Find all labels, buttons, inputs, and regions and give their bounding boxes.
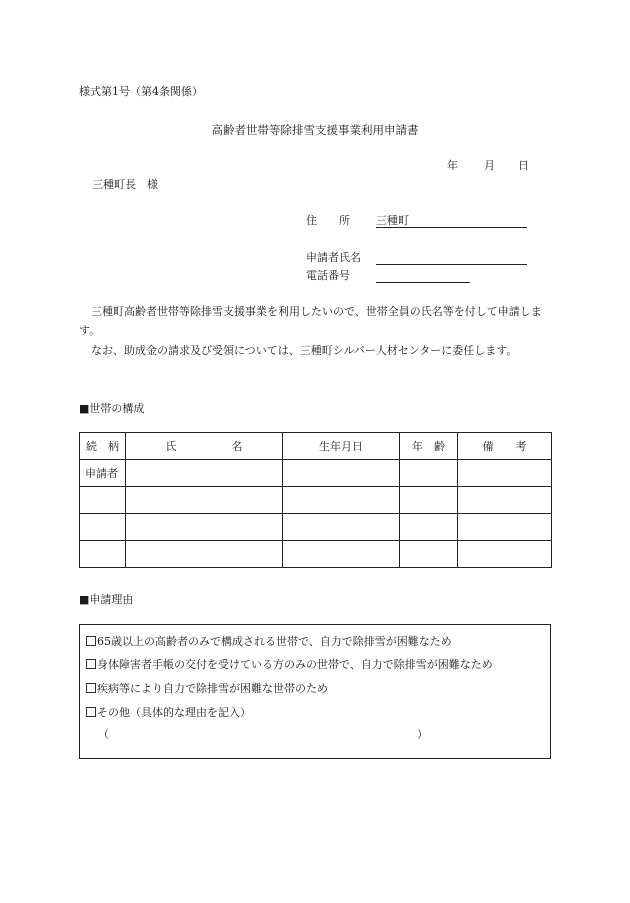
cell-name[interactable] — [126, 541, 283, 568]
cell-age[interactable] — [400, 460, 458, 487]
cell-remarks[interactable] — [458, 487, 552, 514]
reason-label: 疾病等により自力で除排雪が困難な世帯のため — [97, 682, 328, 695]
phone-field[interactable] — [376, 267, 470, 283]
other-reason-close-paren: ） — [417, 728, 428, 741]
column-header-remarks: 備 考 — [458, 433, 552, 460]
cell-name[interactable] — [126, 487, 283, 514]
cell-age[interactable] — [400, 487, 458, 514]
cell-relationship[interactable] — [80, 541, 126, 568]
cell-relationship[interactable] — [80, 487, 126, 514]
column-header-relationship: 続 柄 — [80, 433, 126, 460]
addressee: 三種町長 様 — [92, 178, 158, 191]
address-field[interactable]: 三種町 — [376, 212, 527, 228]
cell-birthdate[interactable] — [283, 514, 400, 541]
table-row — [80, 460, 552, 487]
address-label: 住 所 — [306, 214, 350, 227]
cell-name[interactable] — [126, 514, 283, 541]
table-row — [80, 541, 552, 568]
table-row — [80, 487, 552, 514]
date-day-label: 日 — [518, 159, 529, 172]
other-reason-open-paren: （ — [98, 728, 109, 741]
column-header-name: 氏 名 — [126, 433, 283, 460]
cell-birthdate[interactable] — [283, 541, 400, 568]
cell-relationship[interactable]: 申請者 — [80, 460, 126, 487]
household-section-title: ■世帯の構成 — [79, 402, 145, 415]
cell-name[interactable] — [126, 460, 283, 487]
body-paragraph-delegation: なお、助成金の請求及び受領については、三種町シルバー人材センターに委任します。 — [91, 344, 518, 357]
checkbox[interactable] — [86, 636, 96, 646]
applicant-name-label: 申請者氏名 — [306, 251, 361, 264]
reason-option-illness[interactable] — [86, 680, 328, 696]
reasons-box — [79, 624, 551, 759]
reason-label: 65歳以上の高齢者のみで構成される世帯で、自力で除排雪が困難なため — [97, 635, 452, 648]
cell-birthdate[interactable] — [283, 460, 400, 487]
column-header-age: 年 齢 — [400, 433, 458, 460]
date-month-label: 月 — [484, 159, 495, 172]
reason-label: 身体障害者手帳の交付を受けている方のみの世帯で、自力で除排雪が困難なため — [97, 658, 493, 671]
table-header-row — [80, 433, 552, 460]
reason-option-elderly[interactable] — [86, 633, 452, 649]
phone-label: 電話番号 — [306, 269, 350, 282]
column-header-birthdate: 生年月日 — [283, 433, 400, 460]
checkbox[interactable] — [86, 683, 96, 693]
reason-option-other[interactable] — [86, 704, 251, 720]
cell-remarks[interactable] — [458, 514, 552, 541]
checkbox[interactable] — [86, 659, 96, 669]
cell-remarks[interactable] — [458, 460, 552, 487]
cell-birthdate[interactable] — [283, 487, 400, 514]
form-number: 様式第1号（第4条関係） — [79, 85, 203, 98]
page-title: 高齢者世帯等除排雪支援事業利用申請書 — [211, 123, 419, 137]
table-row — [80, 514, 552, 541]
reason-label: その他（具体的な理由を記入） — [97, 706, 251, 719]
reason-option-disability[interactable] — [86, 656, 493, 672]
body-paragraph-request: 三種町高齢者世帯等除排雪支援事業を利用したいので、世帯全員の氏名等を付して申請します。 — [79, 305, 542, 337]
household-table — [79, 432, 552, 568]
reasons-section-title: ■申請理由 — [79, 593, 134, 606]
applicant-name-field[interactable] — [376, 249, 527, 265]
cell-relationship[interactable] — [80, 514, 126, 541]
checkbox[interactable] — [86, 707, 96, 717]
cell-remarks[interactable] — [458, 541, 552, 568]
cell-age[interactable] — [400, 514, 458, 541]
cell-age[interactable] — [400, 541, 458, 568]
date-year-label: 年 — [447, 159, 458, 172]
